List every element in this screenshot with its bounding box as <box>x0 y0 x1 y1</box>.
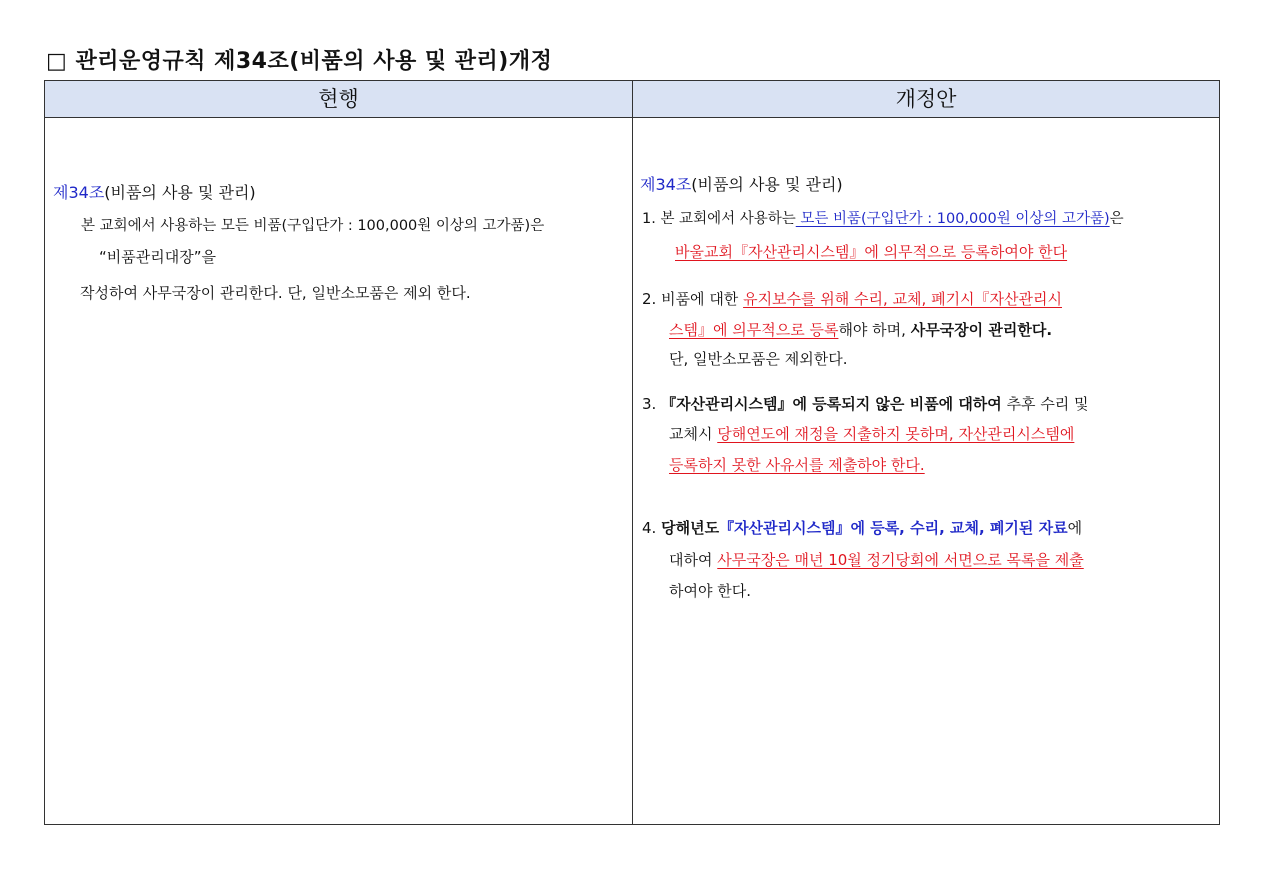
current-line-2: “비품관리대장”을 <box>99 248 216 266</box>
current-article-number: 제34조 <box>53 183 105 202</box>
header-current: 현행 <box>318 87 359 111</box>
item2-text-e: 사무국장이 관리한다. <box>910 321 1053 339</box>
revised-article-number: 제34조 <box>640 175 692 194</box>
revised-item-2-line-3: 단, 일반소모품은 제외한다. <box>669 350 848 368</box>
item2-text-b: 유지보수를 위해 수리, 교체, 폐기시『자산관리시 <box>743 290 1062 308</box>
header-revised: 개정안 <box>895 87 957 111</box>
revised-item-1-line-2: 바울교회『자산관리시스템』에 의무적으로 등록하여야 한다 <box>675 243 1068 261</box>
item1-text-c: 은 <box>1109 211 1124 227</box>
revised-article-title: (비품의 사용 및 관리) <box>691 175 843 194</box>
current-line-1: 본 교회에서 사용하는 모든 비품(구입단가 : 100,000원 이상의 고가품)은 <box>81 218 545 234</box>
item4-text-a: 4. <box>642 519 662 537</box>
current-line-3: 작성하여 사무국장이 관리한다. 단, 일반소모품은 제외 한다. <box>80 284 471 302</box>
item2-text-c: 스템』에 의무적으로 등록 <box>669 321 839 339</box>
comparison-table <box>44 80 1220 825</box>
item2-text-a: 2. 비품에 대한 <box>642 290 744 308</box>
revised-item-2-line-1 <box>642 289 1062 309</box>
revised-item-3-line-2 <box>669 424 1074 444</box>
item4-text-d: 에 <box>1067 519 1083 537</box>
revised-item-1-line-1 <box>642 209 1124 229</box>
revised-article-heading <box>640 172 843 195</box>
item3-text-c: 추후 수리 및 <box>1001 395 1089 413</box>
item3-text-d: 교체시 <box>669 425 718 443</box>
revised-item-2-line-2 <box>669 320 1052 340</box>
revised-item-4-line-2 <box>669 550 1084 570</box>
item3-text-e: 당해연도에 재정을 지출하지 못하며, 자산관리시스템에 <box>717 425 1075 443</box>
current-article-title: (비품의 사용 및 관리) <box>104 183 256 202</box>
item2-text-d: 해야 하며, <box>838 321 911 339</box>
revised-item-4-line-1 <box>642 518 1082 538</box>
revised-item-3-line-3: 등록하지 못한 사유서를 제출하야 한다. <box>669 456 925 474</box>
item1-text-b: 모든 비품(구입단가 : 100,000원 이상의 고가품) <box>795 211 1110 227</box>
page-title: □ 관리운영규칙 제34조(비품의 사용 및 관리)개정 <box>46 49 553 74</box>
item4-text-f: 사무국장은 매년 10월 정기당회에 서면으로 목록을 제출 <box>717 551 1084 569</box>
column-divider <box>632 81 633 824</box>
current-article-heading <box>53 180 256 203</box>
item3-text-b: 『자산관리시스템』에 등록되지 않은 비품에 대하여 <box>661 395 1002 413</box>
item4-text-e: 대하여 <box>669 551 718 569</box>
revised-item-3-line-1 <box>642 394 1089 414</box>
item4-text-b: 당해년도 <box>661 519 720 537</box>
item3-text-a: 3. <box>642 395 662 413</box>
item4-text-c: 『자산관리시스템』에 등록, 수리, 교체, 폐기된 자료 <box>719 519 1068 537</box>
item1-text-a: 1. 본 교회에서 사용하는 <box>642 211 796 227</box>
revised-item-4-line-3: 하여야 한다. <box>669 582 751 600</box>
